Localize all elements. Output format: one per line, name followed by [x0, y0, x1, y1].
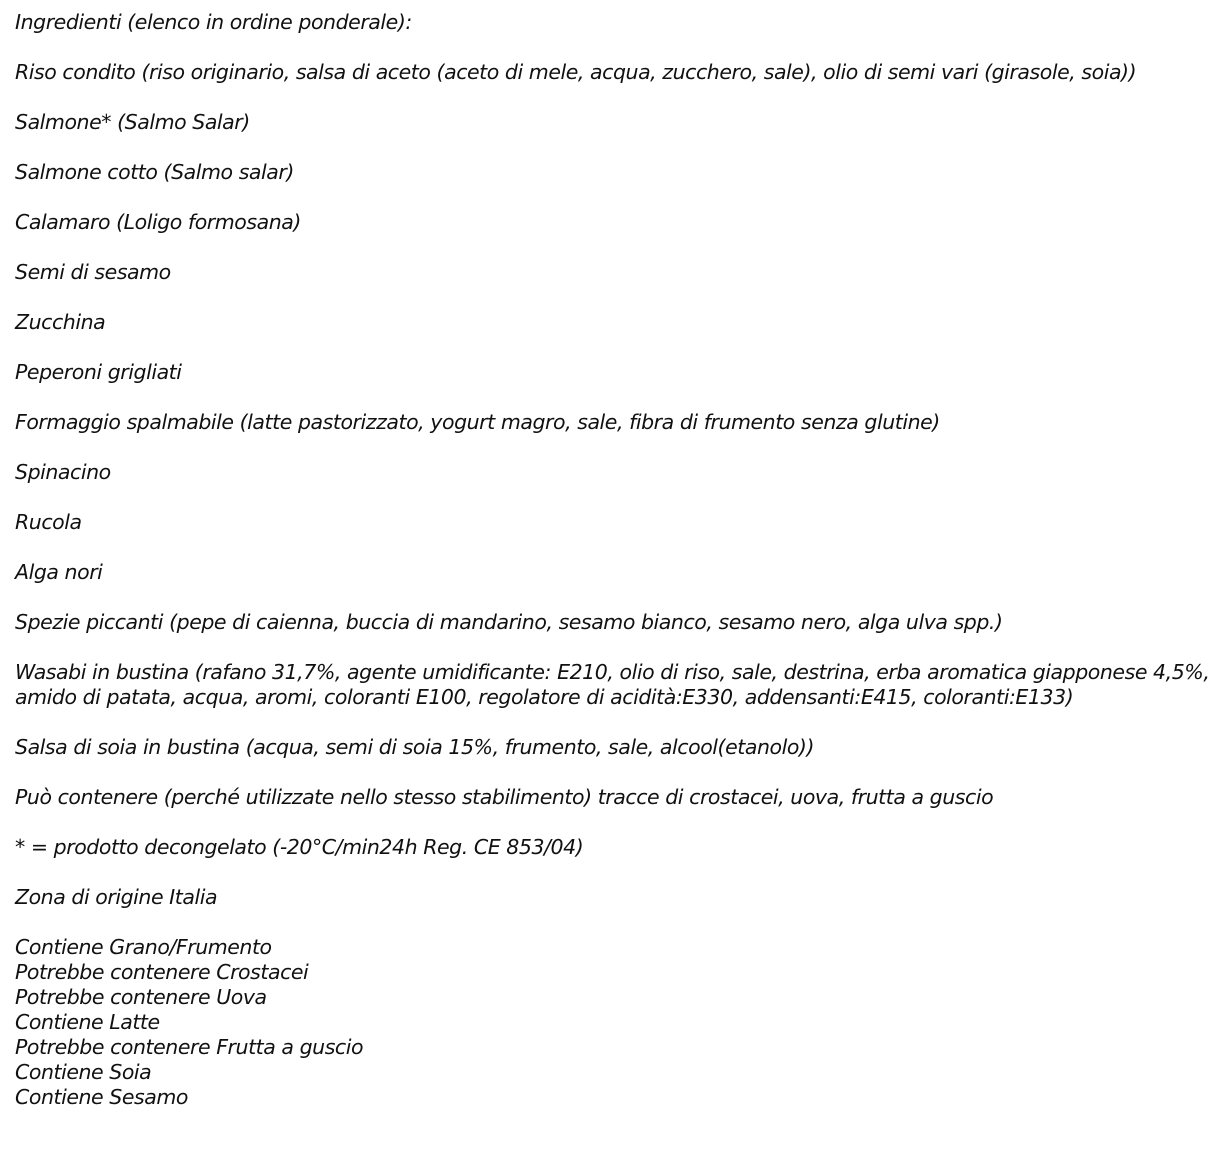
thawed-product-note: * = prodotto decongelato (-20°C/min24h Reg. CE 853/04)	[15, 835, 584, 859]
ingredient-rice: Riso condito (riso originario, salsa di aceto (aceto di mele, acqua, zucchero, sale), olio di semi vari (girasole, soia))	[15, 60, 1137, 84]
allergen-milk: Contiene Latte	[15, 1010, 160, 1034]
allergen-sesame: Contiene Sesamo	[15, 1085, 188, 1109]
ingredient-wasabi: Wasabi in bustina (rafano 31,7%, agente umidificante: E210, olio di riso, sale, destrina, erba aromatica giapponese 4,5%, amido di patata, acqua, aromi, coloranti E100, regolatore di acidità:E330, addensanti:E415, coloranti:E133)	[15, 660, 1210, 709]
allergen-soy: Contiene Soia	[15, 1060, 152, 1084]
allergen-crustaceans: Potrebbe contenere Crostacei	[15, 960, 309, 984]
ingredient-spinach: Spinacino	[15, 460, 111, 484]
allergen-wheat: Contiene Grano/Frumento	[15, 935, 272, 959]
ingredients-document	[15, 10, 1220, 1110]
ingredient-cream-cheese: Formaggio spalmabile (latte pastorizzato, yogurt magro, sale, fibra di frumento senza glutine)	[15, 410, 940, 434]
ingredient-salmon: Salmone* (Salmo Salar)	[15, 110, 250, 134]
ingredient-spices: Spezie piccanti (pepe di caienna, buccia di mandarino, sesamo bianco, sesamo nero, alga ulva spp.)	[15, 610, 1003, 634]
allergen-eggs: Potrebbe contenere Uova	[15, 985, 267, 1009]
ingredient-cooked-salmon: Salmone cotto (Salmo salar)	[15, 160, 294, 184]
ingredient-grilled-peppers: Peperoni grigliati	[15, 360, 182, 384]
traces-notice: Può contenere (perché utilizzate nello stesso stabilimento) tracce di crostacei, uova, frutta a guscio	[15, 785, 994, 809]
ingredient-squid: Calamaro (Loligo formosana)	[15, 210, 301, 234]
ingredient-soy-sauce: Salsa di soia in bustina (acqua, semi di soia 15%, frumento, sale, alcool(etanolo))	[15, 735, 815, 759]
allergen-list	[15, 935, 1220, 1110]
ingredient-zucchini: Zucchina	[15, 310, 106, 334]
ingredient-nori: Alga nori	[15, 560, 103, 584]
ingredient-sesame-seeds: Semi di sesamo	[15, 260, 171, 284]
ingredient-arugula: Rucola	[15, 510, 82, 534]
origin-zone: Zona di origine Italia	[15, 885, 218, 909]
ingredients-heading: Ingredienti (elenco in ordine ponderale):	[15, 10, 412, 34]
allergen-nuts: Potrebbe contenere Frutta a guscio	[15, 1035, 364, 1059]
